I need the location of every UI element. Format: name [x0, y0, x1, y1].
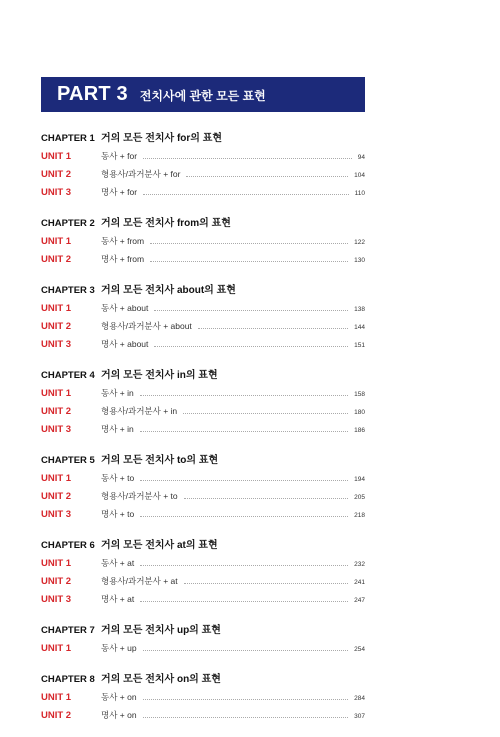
unit-label: UNIT 2 [41, 710, 72, 721]
unit-description: 동사 + on [101, 692, 137, 702]
dotted-leader [184, 498, 349, 499]
unit-description: 형용사/과거분사 + about [101, 321, 192, 331]
chapter-heading [41, 670, 365, 688]
chapter-section [41, 621, 365, 657]
chapter-label: CHAPTER 8 [41, 674, 95, 685]
unit-description: 동사 + about [101, 303, 149, 313]
chapter-heading [41, 366, 365, 384]
unit-description: 명사 + from [101, 254, 145, 264]
page-number: 158 [354, 391, 365, 398]
page-number: 218 [354, 512, 365, 519]
unit-description: 명사 + about [101, 339, 149, 349]
unit-description: 동사 + in [101, 388, 134, 398]
page-number: 122 [354, 239, 365, 246]
chapter-heading [41, 214, 365, 232]
chapter-section [41, 366, 365, 438]
part-label: PART 3 [57, 83, 128, 105]
unit-entry [41, 572, 365, 590]
chapter-label: CHAPTER 3 [41, 285, 95, 296]
chapter-heading [41, 129, 365, 147]
page-number: 205 [354, 494, 365, 501]
unit-description: 명사 + in [101, 424, 134, 434]
unit-entry [41, 232, 365, 250]
unit-label: UNIT 3 [41, 424, 72, 435]
unit-entry [41, 250, 365, 268]
unit-description: 형용사/과거분사 + for [101, 169, 181, 179]
part-banner [41, 77, 365, 112]
dotted-leader [143, 650, 349, 651]
unit-description: 동사 + to [101, 473, 135, 483]
unit-entry [41, 147, 365, 165]
chapter-title: 거의 모든 전치사 about의 표현 [101, 285, 236, 296]
page-number: 110 [354, 190, 365, 197]
page-number: 247 [354, 597, 365, 604]
dotted-leader [140, 395, 348, 396]
unit-entry [41, 317, 365, 335]
table-of-contents [41, 129, 365, 737]
unit-label: UNIT 1 [41, 388, 72, 399]
chapter-title: 거의 모든 전치사 in의 표현 [101, 370, 218, 381]
unit-label: UNIT 1 [41, 643, 72, 654]
unit-entry [41, 639, 365, 657]
dotted-leader [143, 194, 349, 195]
unit-label: UNIT 2 [41, 406, 72, 417]
unit-label: UNIT 3 [41, 339, 72, 350]
dotted-leader [143, 699, 349, 700]
page-number: 144 [354, 324, 365, 331]
dotted-leader [140, 480, 348, 481]
unit-entry [41, 505, 365, 523]
unit-label: UNIT 2 [41, 169, 72, 180]
unit-label: UNIT 3 [41, 594, 72, 605]
page-number: 104 [354, 172, 365, 179]
chapter-section [41, 451, 365, 523]
unit-entry [41, 487, 365, 505]
chapter-label: CHAPTER 6 [41, 540, 95, 551]
chapter-label: CHAPTER 1 [41, 133, 95, 144]
unit-label: UNIT 1 [41, 558, 72, 569]
unit-label: UNIT 3 [41, 187, 72, 198]
chapter-title: 거의 모든 전치사 up의 표현 [101, 625, 221, 636]
unit-label: UNIT 1 [41, 236, 72, 247]
page-number: 241 [354, 579, 365, 586]
unit-entry [41, 165, 365, 183]
unit-label: UNIT 3 [41, 509, 72, 520]
unit-entry [41, 402, 365, 420]
page-number: 138 [354, 306, 365, 313]
dotted-leader [198, 328, 348, 329]
unit-description: 명사 + on [101, 710, 137, 720]
dotted-leader [150, 261, 348, 262]
unit-entry [41, 420, 365, 438]
unit-label: UNIT 2 [41, 254, 72, 265]
unit-label: UNIT 1 [41, 303, 72, 314]
chapter-heading [41, 281, 365, 299]
unit-label: UNIT 2 [41, 491, 72, 502]
dotted-leader [143, 158, 352, 159]
dotted-leader [183, 413, 348, 414]
unit-description: 동사 + at [101, 558, 135, 568]
chapter-label: CHAPTER 4 [41, 370, 95, 381]
chapter-label: CHAPTER 5 [41, 455, 95, 466]
unit-description: 동사 + from [101, 236, 145, 246]
unit-entry [41, 688, 365, 706]
unit-entry [41, 554, 365, 572]
chapter-section [41, 281, 365, 353]
page-number: 284 [354, 695, 365, 702]
chapter-title: 거의 모든 전치사 on의 표현 [101, 674, 221, 685]
unit-description: 동사 + for [101, 151, 138, 161]
unit-entry [41, 335, 365, 353]
page-number: 180 [354, 409, 365, 416]
part-title: 전치사에 관한 모든 표현 [139, 89, 266, 103]
unit-description: 명사 + to [101, 509, 135, 519]
chapter-heading [41, 451, 365, 469]
dotted-leader [140, 516, 348, 517]
chapter-heading [41, 536, 365, 554]
chapter-section [41, 214, 365, 268]
unit-description: 형용사/과거분사 + at [101, 576, 178, 586]
dotted-leader [150, 243, 348, 244]
chapter-title: 거의 모든 전치사 from의 표현 [101, 218, 231, 229]
unit-label: UNIT 1 [41, 473, 72, 484]
dotted-leader [140, 431, 348, 432]
page-number: 254 [354, 646, 365, 653]
chapter-title: 거의 모든 전치사 for의 표현 [101, 133, 223, 144]
page-number: 186 [354, 427, 365, 434]
page-number: 94 [357, 154, 365, 161]
page-number: 151 [354, 342, 365, 349]
page-number: 130 [354, 257, 365, 264]
dotted-leader [154, 310, 348, 311]
unit-description: 형용사/과거분사 + in [101, 406, 178, 416]
chapter-label: CHAPTER 7 [41, 625, 95, 636]
unit-entry [41, 183, 365, 201]
dotted-leader [154, 346, 348, 347]
unit-description: 명사 + for [101, 187, 138, 197]
unit-entry [41, 706, 365, 724]
unit-entry [41, 384, 365, 402]
dotted-leader [184, 583, 349, 584]
chapter-label: CHAPTER 2 [41, 218, 95, 229]
dotted-leader [140, 565, 348, 566]
unit-label: UNIT 2 [41, 321, 72, 332]
dotted-leader [186, 176, 348, 177]
dotted-leader [143, 717, 349, 718]
chapter-title: 거의 모든 전치사 to의 표현 [101, 455, 219, 466]
page-number: 194 [354, 476, 365, 483]
chapter-section [41, 670, 365, 724]
unit-entry [41, 590, 365, 608]
unit-entry [41, 299, 365, 317]
unit-description: 형용사/과거분사 + to [101, 491, 178, 501]
unit-entry [41, 469, 365, 487]
chapter-heading [41, 621, 365, 639]
unit-label: UNIT 1 [41, 151, 72, 162]
chapter-section [41, 129, 365, 201]
unit-label: UNIT 2 [41, 576, 72, 587]
unit-label: UNIT 1 [41, 692, 72, 703]
chapter-section [41, 536, 365, 608]
unit-description: 명사 + at [101, 594, 135, 604]
dotted-leader [140, 601, 348, 602]
chapter-title: 거의 모든 전치사 at의 표현 [101, 540, 218, 551]
unit-description: 동사 + up [101, 643, 137, 653]
page-number: 307 [354, 713, 365, 720]
page-number: 232 [354, 561, 365, 568]
